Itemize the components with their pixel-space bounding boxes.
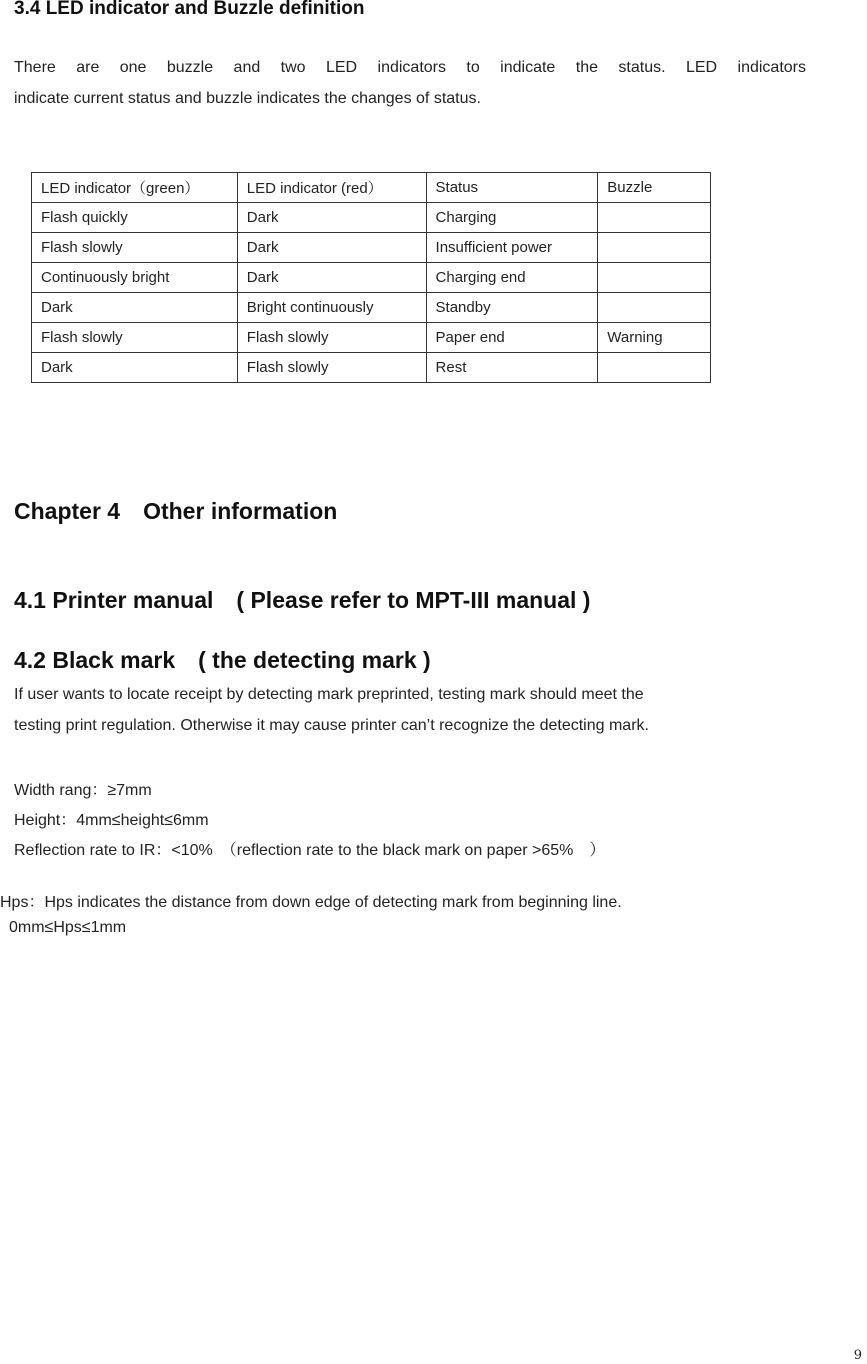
spec-reflection: Reflection rate to IR：<10% （reflection rate to the black mark on paper >65% ） (14, 842, 606, 859)
table-cell (598, 263, 711, 293)
header-buzzle: Buzzle (598, 173, 711, 203)
header-status: Status (426, 173, 598, 203)
table-row (32, 203, 711, 233)
led-indicator-table (31, 172, 711, 383)
chapter-4-title: Chapter 4 Other information (14, 498, 338, 524)
table-cell: Flash quickly (32, 203, 238, 233)
section-4-1-title: 4.1 Printer manual ( Please refer to MPT-III manual ) (14, 587, 591, 613)
section-4-2-title: 4.2 Black mark ( the detecting mark ) (14, 647, 431, 673)
table-cell: Dark (237, 203, 426, 233)
section-4-2-line1: If user wants to locate receipt by detecting mark preprinted, testing mark should meet the (14, 686, 644, 703)
table-cell: Dark (237, 263, 426, 293)
table-cell: Flash slowly (237, 353, 426, 383)
table-cell: Warning (598, 323, 711, 353)
table-cell: Charging (426, 203, 598, 233)
table-row (32, 293, 711, 323)
header-led-red: LED indicator (red） (237, 173, 426, 203)
table-cell: Insufficient power (426, 233, 598, 263)
table-cell: Standby (426, 293, 598, 323)
table-header-row (32, 173, 711, 203)
table-row (32, 353, 711, 383)
table-cell: Dark (32, 353, 238, 383)
table-cell: Flash slowly (32, 233, 238, 263)
table-row (32, 263, 711, 293)
table-cell: Paper end (426, 323, 598, 353)
table-cell (598, 203, 711, 233)
table-cell: Rest (426, 353, 598, 383)
spec-width: Width rang：≥7mm (14, 782, 152, 799)
section-4-2-line2: testing print regulation. Otherwise it may cause printer can’t recognize the detecting mark. (14, 717, 649, 734)
table-cell: Charging end (426, 263, 598, 293)
table-cell (598, 293, 711, 323)
section-3-4-intro-line1: There are one buzzle and two LED indicators to indicate the status. LED indicators (14, 59, 806, 76)
hps-range: 0mm≤Hps≤1mm (9, 919, 127, 936)
spec-height: Height：4mm≤height≤6mm (14, 812, 209, 829)
table-cell: Dark (237, 233, 426, 263)
table-cell (598, 233, 711, 263)
table-row (32, 233, 711, 263)
page-number: 9 (853, 1348, 862, 1363)
table-cell: Dark (32, 293, 238, 323)
section-3-4-title: 3.4 LED indicator and Buzzle definition (14, 0, 365, 19)
table-cell: Flash slowly (237, 323, 426, 353)
table-cell (598, 353, 711, 383)
header-led-green: LED indicator（green） (32, 173, 238, 203)
section-3-4-intro-line2: indicate current status and buzzle indicates the changes of status. (14, 90, 481, 107)
hps-definition: Hps：Hps indicates the distance from down edge of detecting mark from beginning line. (0, 894, 622, 911)
table-row (32, 323, 711, 353)
table-cell: Continuously bright (32, 263, 238, 293)
table-cell: Flash slowly (32, 323, 238, 353)
table-cell: Bright continuously (237, 293, 426, 323)
